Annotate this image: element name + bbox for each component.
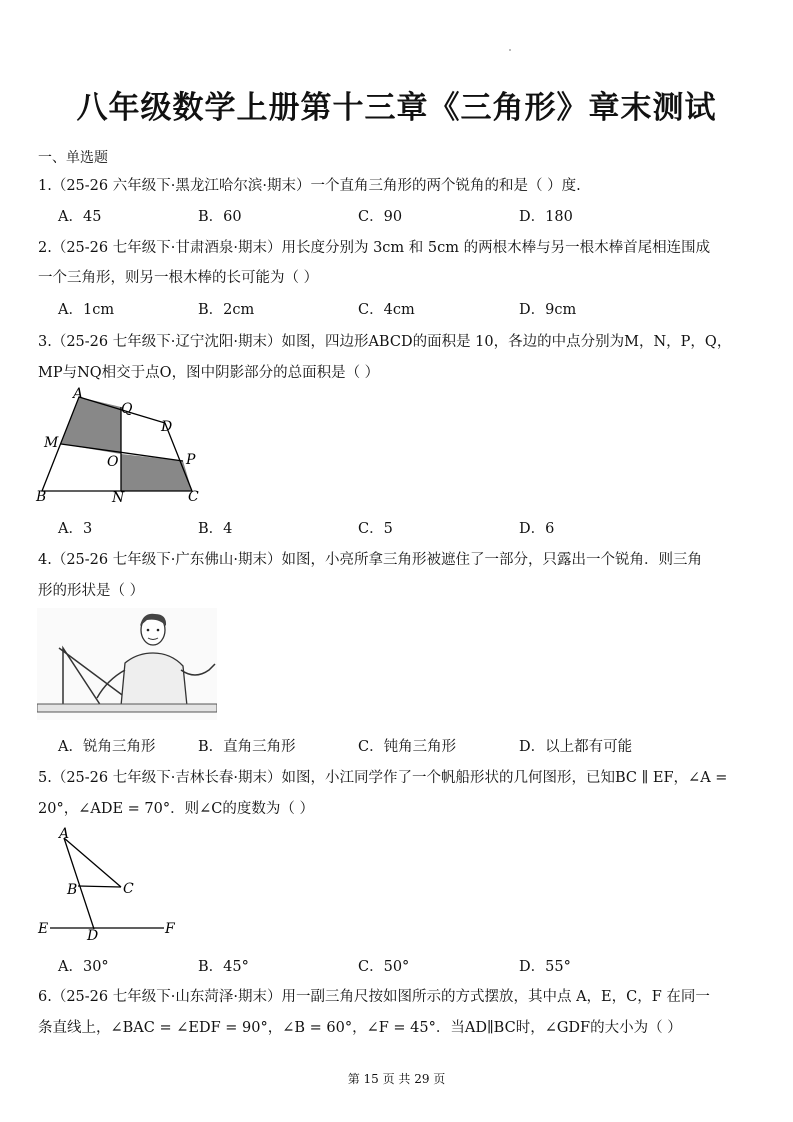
question-4-line2: 形的形状是（ ） [38, 583, 145, 599]
q5-option-a[interactable]: A．30° [58, 959, 109, 975]
q3-option-d[interactable]: D．6 [519, 521, 555, 537]
q1-option-a[interactable]: A．45 [58, 209, 102, 225]
section-heading: 一、单选题 [38, 150, 108, 166]
question-3-line1: 3.（25-26 七年级下·辽宁沈阳·期末）如图，四边形ABCD的面积是 10，各边的中点分别为M，N，P，Q， [38, 334, 732, 350]
label-e: E [38, 921, 49, 937]
label-p: P [186, 452, 196, 468]
question-2-line1: 2.（25-26 七年级下·甘肃酒泉·期末）用长度分别为 3cm 和 5cm 的两根木棒与另一根木棒首尾相连围成 [38, 240, 711, 256]
label-c: C [123, 881, 134, 897]
q5-option-b[interactable]: B．45° [198, 959, 249, 975]
label-q: Q [121, 401, 133, 417]
label-b: B [36, 489, 47, 505]
question-2-line2: 一个三角形，则另一根木棒的长可能为（ ） [38, 270, 319, 286]
q4-option-d[interactable]: D．以上都有可能 [519, 739, 633, 755]
desk [37, 704, 217, 712]
q3-option-a[interactable]: A．3 [58, 521, 93, 537]
q2-option-d[interactable]: D．9cm [519, 302, 577, 318]
question-6-line2: 条直线上，∠BAC = ∠EDF = 90°，∠B = 60°，∠F = 45°．当AD∥BC时，∠GDF的大小为（ ） [38, 1020, 682, 1036]
q2-option-c[interactable]: C．4cm [358, 302, 415, 318]
boy-with-triangle-illustration [37, 608, 217, 720]
q4-option-c[interactable]: C．钝角三角形 [358, 739, 457, 755]
q4-option-b[interactable]: B．直角三角形 [198, 739, 296, 755]
question-3-line2: MP与NQ相交于点O，图中阴影部分的总面积是（ ） [38, 365, 380, 381]
question-4-line1: 4.（25-26 七年级下·广东佛山·期末）如图，小亮所拿三角形被遮住了一部分，只露出一个锐角．则三角 [38, 552, 702, 568]
q2-option-a[interactable]: A．1cm [58, 302, 115, 318]
q3-option-c[interactable]: C．5 [358, 521, 393, 537]
question-6-line1: 6.（25-26 七年级下·山东菏泽·期末）用一副三角尺按如图所示的方式摆放，其中点 A，E，C，F 在同一 [38, 989, 710, 1005]
speck [509, 49, 511, 51]
shaded-region-right [121, 454, 192, 491]
q3-option-b[interactable]: B．4 [198, 521, 233, 537]
question-5-line2: 20°，∠ADE = 70°．则∠C的度数为（ ） [38, 801, 314, 817]
q1-option-b[interactable]: B．60 [198, 209, 242, 225]
label-n: N [112, 490, 125, 506]
q4-option-a[interactable]: A．锐角三角形 [58, 739, 156, 755]
label-a: A [73, 386, 84, 402]
question-5-line1: 5.（25-26 七年级下·吉林长春·期末）如图，小江同学作了一个帆船形状的几何图形，已知BC ∥ EF，∠A = [38, 770, 728, 786]
label-b: B [67, 882, 78, 898]
q5-option-d[interactable]: D．55° [519, 959, 571, 975]
label-c: C [188, 489, 199, 505]
label-o: O [107, 454, 119, 470]
q5-option-c[interactable]: C．50° [358, 959, 410, 975]
quadrilateral-figure [30, 385, 210, 507]
sailboat-figure [30, 822, 190, 946]
q2-option-b[interactable]: B．2cm [198, 302, 255, 318]
label-d: D [161, 419, 173, 435]
page-title: 八年级数学上册第十三章《三角形》章末测试 [76, 90, 717, 126]
q1-option-d[interactable]: D．180 [519, 209, 573, 225]
label-m: M [44, 435, 59, 451]
q1-option-c[interactable]: C．90 [358, 209, 403, 225]
label-a: A [59, 826, 70, 842]
page-footer: 第 15 页 共 29 页 [347, 1072, 446, 1086]
label-f: F [165, 921, 175, 937]
question-1-text: 1.（25-26 六年级下·黑龙江哈尔滨·期末）一个直角三角形的两个锐角的和是（ ）度. [38, 178, 581, 194]
boy-shirt [121, 653, 187, 706]
segment-bc [78, 886, 121, 887]
label-d: D [87, 928, 99, 944]
